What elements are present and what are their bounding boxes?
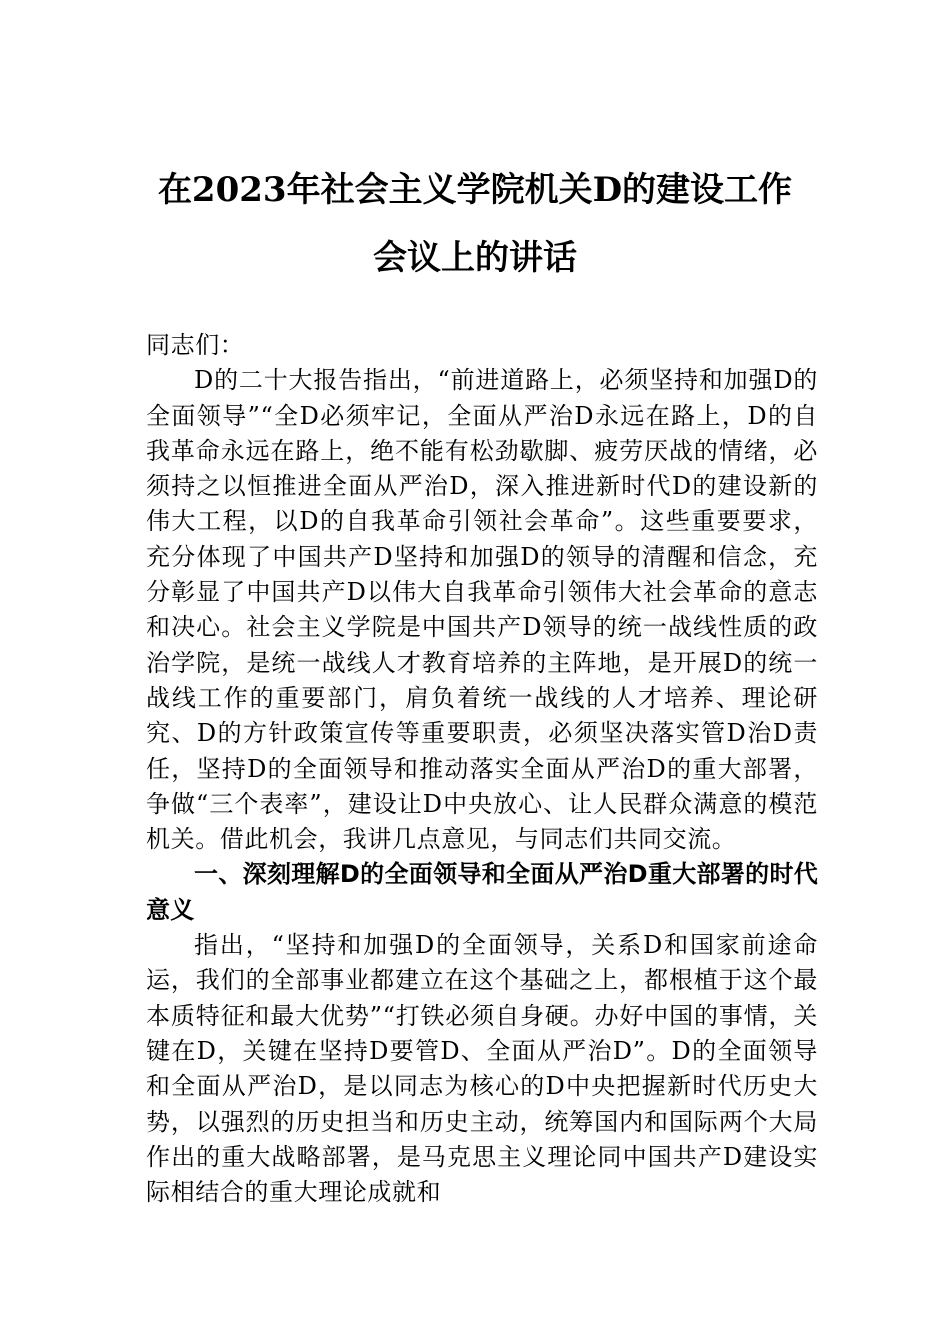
- document-body: [146, 328, 818, 1210]
- document-title-line2: 会议上的讲话: [373, 238, 577, 278]
- document-title-line1: 在2023年社会主义学院机关D的建设工作: [157, 170, 793, 210]
- paragraph-section1: 指出，“坚持和加强D的全面领导，关系D和国家前途命运，我们的全部事业都建立在这个基础之上，都根植于这个最本质特征和最大优势”“打铁必须自身硬。办好中国的事情，关键在D，关键在坚持D要管D、全面从严治D”。D的全面领导和全面从严治D，是以同志为核心的D中央把握新时代历史大势，以强烈的历史担当和历史主动，统筹国内和国际两个大局作出的重大战略部署，是马克思主义理论同中国共产D建设实际相结合的重大理论成就和: [146, 931, 818, 1207]
- salutation: 同志们：: [146, 331, 245, 359]
- paragraph-intro: D的二十大报告指出，“前进道路上，必须坚持和加强D的全面领导”“全D必须牢记，全面从严治D永远在路上，D的自我革命永远在路上，绝不能有松劲歇脚、疲劳厌战的情绪，必须持之以恒推进全面从严治D，深入推进新时代D的建设新的伟大工程，以D的自我革命引领社会革命”。这些重要要求，充分体现了中国共产D坚持和加强D的领导的清醒和信念，充分彰显了中国共产D以伟大自我革命引领伟大社会革命的意志和决心。社会主义学院是中国共产D领导的统一战线性质的政治学院，是统一战线人才教育培养的主阵地，是开展D的统一战线工作的重要部门，肩负着统一战线的人才培养、理论研究、D的方针政策宣传等重要职责，必须坚决落实管D治D责任，坚持D的全面领导和推动落实全面从严治D的重大部署，争做“三个表率”，建设让D中央放心、让人民群众满意的模范机关。借此机会，我讲几点意见，与同志们共同交流。: [146, 366, 818, 854]
- section-heading-1: 一、深刻理解D的全面领导和全面从严治D重大部署的时代意义: [146, 860, 818, 924]
